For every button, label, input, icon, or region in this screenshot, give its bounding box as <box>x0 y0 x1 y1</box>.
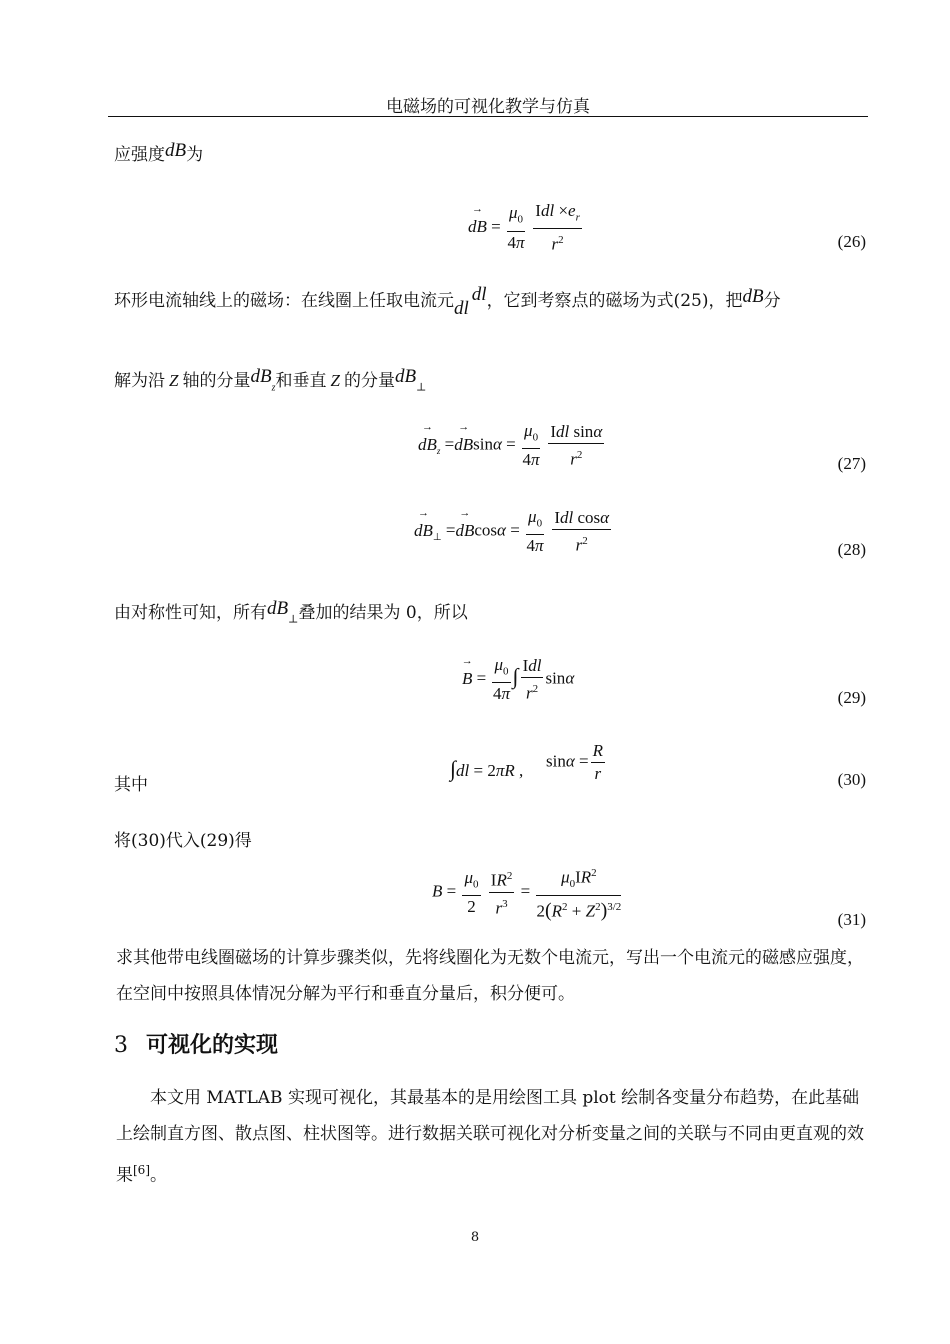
header-rule <box>108 116 868 117</box>
page-number: 8 <box>470 1230 480 1245</box>
eq-number-28: (28) <box>837 540 866 559</box>
section-heading <box>114 1028 278 1059</box>
decompose-dbp: dB <box>394 366 417 387</box>
section-number: 3 <box>114 1033 128 1058</box>
intro-text: 应强度 <box>114 145 165 165</box>
equation-31: B = $\frac{\mu_0}{2}$ $\frac{IR^2}{r^3}$ = $\frac{\mu_0IR^2}{2(R^2 + Z^2)^{3/2}}$ <box>432 862 623 923</box>
decompose-z1: Z <box>169 371 179 390</box>
ring-text-1: 环形电流轴线上的磁场：在线圈上任取电流元 <box>114 291 454 311</box>
intro-var: dB <box>165 140 187 161</box>
eq30-label: 其中 <box>114 775 148 795</box>
decompose-paragraph: 解为沿 Z 轴的分量$dB_z$和垂直 Z 的分量$dB_\perp$ <box>114 366 427 394</box>
section-title: 可视化的实现 <box>146 1033 279 1058</box>
decompose-text-3: 和垂直 <box>275 371 327 391</box>
decompose-z2: Z <box>330 371 340 390</box>
decompose-text-2: 轴的分量 <box>182 371 251 391</box>
citation-6[interactable]: [6] <box>133 1163 150 1177</box>
symmetry-text-2: 叠加的结果为 0，所以 <box>298 603 468 623</box>
eq-number-30: (30) <box>837 770 866 789</box>
matlab-paragraph <box>116 1080 866 1194</box>
substitution-paragraph: 将(30)代入(29)得 <box>114 831 252 851</box>
equation-27: → $dB_z =\to dBsin\alpha$ = $\frac{\mu_0}{4\pi}$ $\frac{\text{Idl sinα}}{r^2}$ <box>418 420 606 471</box>
eq-number-31: (31) <box>837 910 866 929</box>
equation-28: → $dB_\perp =\to dBcos\alpha$ = $\frac{\mu_0}{4\pi}$ $\frac{\text{Idl cosα}}{r^2}$ <box>414 506 613 557</box>
equation-30a: ∫dl = 2πR , <box>450 756 524 781</box>
running-header: 电磁场的可视化教学与仿真 <box>386 97 590 117</box>
decompose-text-4: 的分量 <box>343 371 395 391</box>
intro-after: 为 <box>186 145 204 165</box>
ring-dl-high: dl <box>471 284 487 305</box>
ring-var: dB <box>742 286 764 307</box>
ring-paragraph <box>114 284 781 319</box>
equation-26: → dB = $\frac{\mu_0}{4\pi}$ $\frac{Idl \times e_r}{r^2}$ <box>468 200 584 256</box>
ring-text-3: 分 <box>763 291 781 311</box>
decompose-text-1: 解为沿 <box>114 371 165 391</box>
eq-number-29: (29) <box>837 688 866 707</box>
matlab-text: 本文用 MATLAB 实现可视化，其最基本的是用绘图工具 plot 绘制各变量分布趋势，在此基础上绘制直方图、散点图、柱状图等。进行数据关联可视化对分析变量之间的关联与不同由更直观的效果 <box>116 1088 864 1186</box>
summary-paragraph: 求其他带电线圈磁场的计算步骤类似，先将线圈化为无数个电流元，写出一个电流元的磁感应强度，在空间中按照具体情况分解为平行和垂直分量后，积分便可。 <box>116 948 864 1004</box>
symmetry-paragraph: 由对称性可知，所有$dB_\perp$叠加的结果为 0，所以 <box>114 598 468 626</box>
matlab-end: 。 <box>150 1165 167 1186</box>
eq-number-27: (27) <box>837 454 866 473</box>
eq-number-26: (26) <box>837 232 866 251</box>
ring-text-2: ，它到考察点的磁场为式(25)，把 <box>486 291 743 311</box>
symmetry-text-1: 由对称性可知，所有 <box>114 603 267 623</box>
equation-30b: sinα = $\frac{R}{r}$ <box>546 741 604 783</box>
symmetry-var: dB <box>267 598 289 619</box>
decompose-dbz: dB <box>250 366 272 387</box>
intro-line <box>114 140 203 165</box>
equation-29: → B = $\frac{\mu_0}{4\pi}$ ∫ $\frac{\text{Idl}}{r^2}$ sinα <box>462 654 574 705</box>
ring-dl-low: dl <box>454 298 469 319</box>
